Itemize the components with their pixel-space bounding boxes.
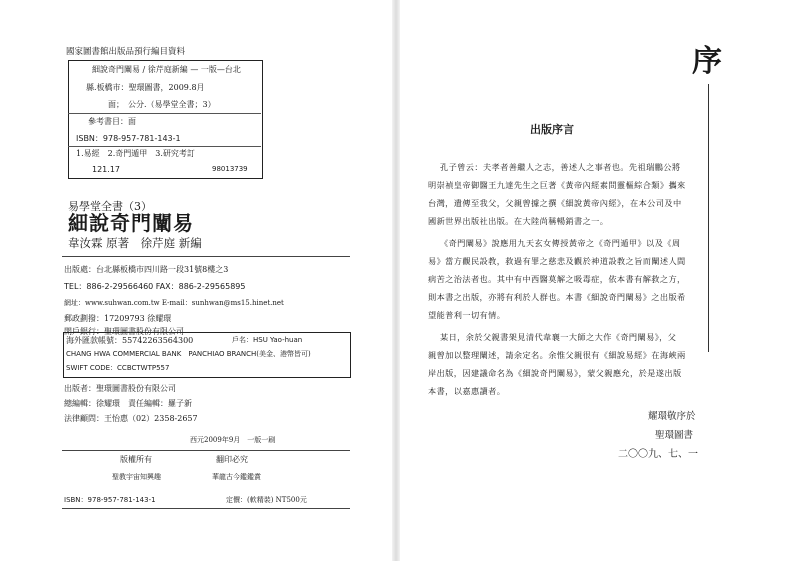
- book-author: 韋汝霖 原著 徐芹庭 新編: [68, 236, 202, 250]
- cip-line-2: 縣.板橋市：聖環圖書，2009.8月: [86, 83, 205, 92]
- publisher-phone: TEL：886-2-29566460 FAX：886-2-29565895: [64, 282, 246, 291]
- isbn: ISBN：978-957-781-143-1: [64, 496, 156, 504]
- remit-swift: SWIFT CODE：CCBCTWTP557: [66, 364, 170, 372]
- preface-line: 親曾加以整理闡述，請余定名。余惟父親很有《細說易經》在海峽兩: [428, 350, 686, 360]
- preface-line: 國新世界出版社出版。在大陸尚稱暢銷書之一。: [428, 216, 609, 226]
- publisher-web: 網址：www.suhwan.com.tw E-mail：sunhwan@ms15.hinet.net: [64, 299, 284, 307]
- rights-motto-left: 聖教宇宙知興趣: [112, 473, 161, 481]
- vertical-rule: [708, 84, 709, 352]
- remit-account: 海外匯款帳號：55742263564300: [66, 336, 194, 345]
- cip-line-1: 細說奇門闡易 / 徐芹庭新編 — 一版—台北: [92, 65, 241, 74]
- credit-legal: 法律顧問：王怡惠（02）2358-2657: [64, 414, 198, 423]
- book-title: 細說奇門闡易: [68, 211, 194, 235]
- credit-publisher: 出版者：聖環圖書股份有限公司: [64, 384, 176, 393]
- credit-editor: 總編輯：徐耀環 責任編輯：羅子新: [64, 399, 192, 408]
- remit-name: 戶名：HSU Yao-huan: [232, 336, 303, 344]
- postal-account: 郵政劃撥：17209793 徐耀環: [64, 314, 172, 323]
- preface-line: 明崇禎皇帝御醫王九達先生之巨著《黃帝內經素問靈樞綜合類》攜來: [428, 180, 686, 190]
- signature-publisher: 聖環圖書: [655, 430, 694, 441]
- preface-line: 《奇門闡易》說應用九天玄女傳授黃帝之《奇門遁甲》以及《周: [440, 238, 681, 248]
- divider: [62, 256, 350, 257]
- preface-line: 病苦之治法者也。其中有中西醫莫解之吸毒症，依本書有解救之方，: [428, 274, 686, 284]
- cip-class-no: 121.17: [92, 165, 120, 174]
- publisher-address: 出版處：台北縣板橋市四川路一段31號8樓之3: [64, 265, 229, 274]
- rights-motto-right: 華龍古今鑑鑑賞: [212, 473, 261, 481]
- bank-account: 開戶銀行：聖環圖書股份有限公司: [64, 327, 184, 336]
- cip-line-4: 參考書目：面: [88, 117, 136, 126]
- cip-record-no: 98013739: [212, 165, 248, 173]
- rights-reprint: 翻印必究: [216, 455, 248, 464]
- preface-line: 某日，余於父親書架見清代韋襄一大師之大作《奇門闡易》，父: [440, 332, 677, 342]
- preface-title: 出版序言: [530, 123, 574, 136]
- divider: [62, 450, 350, 451]
- cip-isbn: ISBN：978-957-781-143-1: [76, 134, 181, 143]
- preface-line: 孔子曾云：夫孝者善繼人之志，善述人之事者也。先祖瑞鵬公將: [440, 162, 681, 172]
- cip-subjects: 1.易經 2.奇門遁甲 3.研究考訂: [76, 149, 195, 158]
- preface-line: 則本書之出版，亦將有利於人群也。本書《細說奇門闡易》之出版希: [428, 292, 686, 302]
- remit-bank: CHANG HWA COMMERCIAL BANK PANCHIAO BRANCH(美金、港幣皆可): [66, 350, 311, 358]
- preface-line: 台灣，遺傳至我父，父親曾據之撰《細說黃帝內經》，在本公司及中: [428, 198, 682, 208]
- preface-line: 望能普利一切有情。: [428, 310, 506, 320]
- cip-heading: 國家圖書館出版品預行編目資料: [66, 47, 186, 57]
- signature-author: 耀環敬序於: [648, 411, 696, 422]
- price: 定價：(軟精裝) NT500元: [226, 496, 307, 504]
- preface-line: 本書，以嘉惠讀者。: [428, 386, 506, 396]
- rights-all: 版權所有: [120, 455, 152, 464]
- preface-vertical-title: 序: [692, 44, 722, 79]
- cip-line-3: 面； 公分.（易學堂全書；3）: [108, 100, 216, 109]
- divider: [62, 508, 350, 509]
- copyright-page: [0, 0, 396, 561]
- series-name: 易學堂全書（3）: [68, 200, 152, 213]
- edition: 西元2009年9月 一版一刷: [190, 436, 276, 444]
- preface-line: 岸出版，因建議命名為《細說奇門闡易》，蒙父親應允，於是遂出版: [428, 368, 682, 378]
- signature-date: 二〇〇九、七、一: [618, 449, 698, 460]
- preface-line: 易》當方觀民設教，救過有罪之慈悲及觀於神道設教之旨而闡述人間: [428, 256, 686, 266]
